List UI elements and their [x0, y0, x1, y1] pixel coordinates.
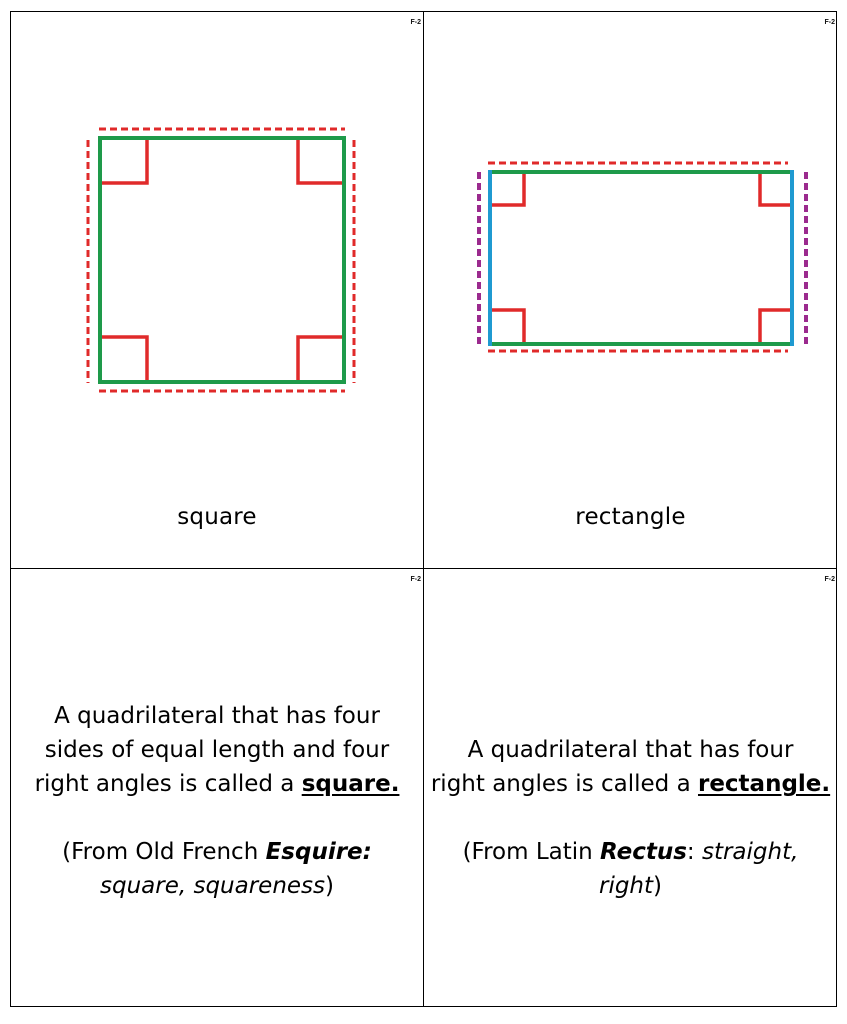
etymology-meaning: square, squareness: [99, 873, 326, 899]
definition-line: A quadrilateral that has four: [54, 703, 380, 729]
definition-text: right angles is called a: [430, 771, 698, 797]
etymology-root: Esquire:: [265, 839, 372, 865]
defined-term: square.: [301, 771, 400, 797]
etymology-close: ): [325, 873, 335, 899]
definition-line: A quadrilateral that has four: [467, 737, 794, 763]
card-code: F-2: [824, 19, 835, 26]
rectangle-definition: [424, 733, 837, 801]
right-angle-top-left: [102, 140, 147, 183]
etymology-text: (From Old French: [62, 839, 266, 865]
shape-name-square: square: [177, 504, 257, 530]
etymology-text: (From Latin: [462, 839, 601, 865]
rectangle-picture-card: [424, 12, 837, 568]
definition-line: [11, 767, 423, 801]
card-code: F-2: [410, 576, 421, 583]
right-angle-bottom-right: [760, 310, 792, 342]
right-angle-top-right: [298, 140, 343, 183]
etymology-line: [11, 869, 423, 903]
definition-line: sides of equal length and four: [44, 737, 390, 763]
right-angle-bottom-left: [102, 337, 147, 382]
rectangle-etymology: [424, 835, 837, 903]
etymology-close: ): [653, 873, 663, 899]
right-angle-bottom-right: [298, 337, 343, 382]
rectangle-definition-card: [424, 569, 837, 1007]
etymology-meaning: straight,: [701, 839, 799, 865]
shape-name-rectangle: rectangle: [575, 504, 686, 530]
square-outline: [100, 138, 344, 382]
card-code: F-2: [410, 19, 421, 26]
card-sheet: [10, 11, 837, 1007]
square-picture-card: [11, 12, 423, 568]
right-angle-bottom-left: [490, 310, 524, 342]
definition-line: [424, 767, 837, 801]
square-definition: [11, 699, 423, 801]
square-etymology: [11, 835, 423, 903]
etymology-separator: :: [686, 839, 702, 865]
etymology-meaning: right: [598, 873, 654, 899]
rectangle-diagram: [424, 12, 837, 568]
definition-text: right angles is called a: [34, 771, 302, 797]
etymology-root: Rectus: [600, 839, 687, 865]
etymology-line: [424, 835, 837, 869]
right-angle-top-right: [760, 173, 792, 205]
square-diagram: [11, 12, 423, 568]
right-angle-top-left: [490, 173, 524, 205]
etymology-line: [424, 869, 837, 903]
etymology-line: [11, 835, 423, 869]
card-code: F-2: [824, 576, 835, 583]
square-definition-card: [11, 569, 423, 1007]
defined-term: rectangle.: [697, 771, 831, 797]
